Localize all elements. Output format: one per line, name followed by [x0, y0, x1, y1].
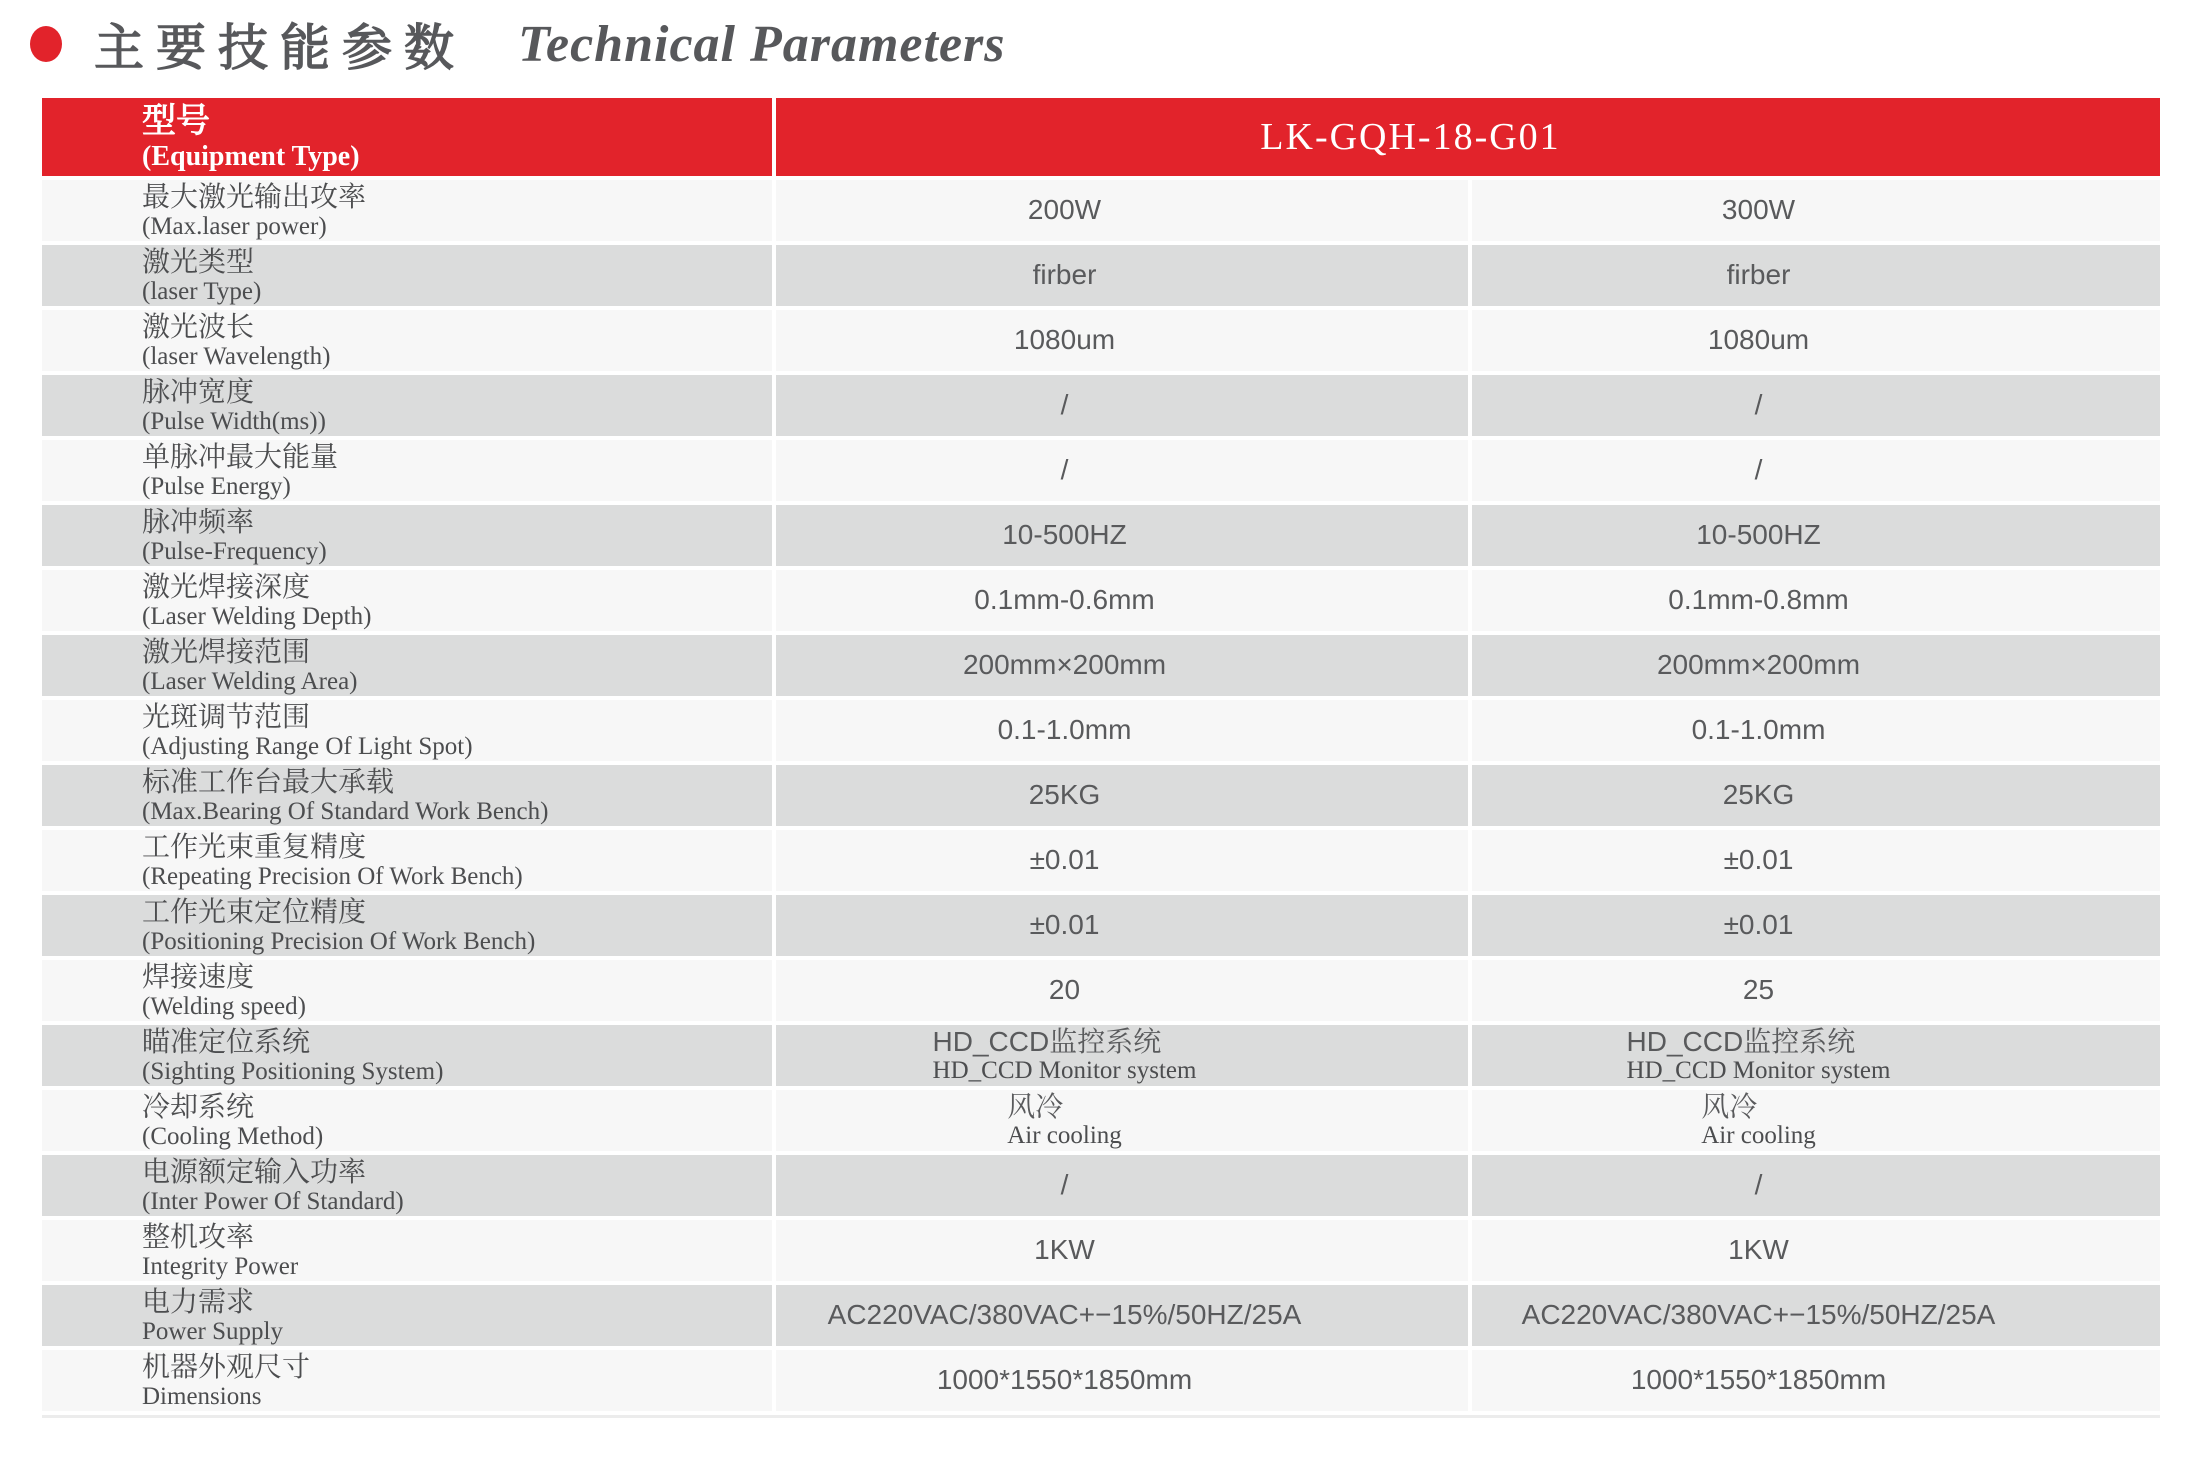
value-line1: 1000*1550*1850mm	[936, 1364, 1193, 1396]
table-row	[42, 635, 2160, 696]
value-cell-model-2	[1472, 570, 2160, 631]
value-line1: 25KG	[1722, 779, 1795, 811]
value-line1: 风冷	[1007, 1091, 1064, 1123]
parameter-label-zh: 光斑调节范围	[142, 701, 311, 733]
value-line1: 25	[1742, 974, 1775, 1006]
parameter-label-zh: 机器外观尺寸	[142, 1351, 311, 1383]
value-block	[1696, 519, 1821, 551]
parameter-label-cell	[42, 700, 772, 761]
value-block	[1724, 844, 1794, 876]
value-block	[1727, 259, 1791, 291]
value-cell-model-2	[1472, 960, 2160, 1021]
value-line2: Air cooling	[1701, 1122, 1816, 1150]
parameter-label-en: (laser Type)	[142, 278, 262, 306]
parameter-label-en: (Inter Power Of Standard)	[142, 1188, 404, 1216]
parameter-label-zh: 脉冲宽度	[142, 376, 255, 408]
value-block	[1029, 779, 1101, 811]
value-cell-model-1	[776, 245, 1468, 306]
parameter-label-cell	[42, 895, 772, 956]
value-line1: /	[1060, 389, 1069, 421]
value-cell-model-2	[1472, 245, 2160, 306]
value-line1: ±0.01	[1723, 844, 1794, 876]
value-block	[1722, 194, 1795, 226]
value-block	[1701, 1091, 1816, 1149]
value-line1: 1000*1550*1850mm	[1630, 1364, 1887, 1396]
parameter-label-en: (Positioning Precision Of Work Bench)	[142, 928, 536, 956]
value-block	[1723, 779, 1795, 811]
parameter-label-zh: 标准工作台最大承载	[142, 766, 395, 798]
parameter-label-zh: 激光波长	[142, 311, 255, 343]
red-bullet-icon	[30, 26, 62, 62]
table-row	[42, 1025, 2160, 1086]
parameter-label-en: Power Supply	[142, 1318, 283, 1346]
value-line1: 300W	[1721, 194, 1796, 226]
value-cell-model-1	[776, 895, 1468, 956]
table-row	[42, 1090, 2160, 1151]
value-block	[1002, 519, 1127, 551]
table-row	[42, 765, 2160, 826]
value-cell-model-2	[1472, 1155, 2160, 1216]
table-row	[42, 830, 2160, 891]
value-block	[1743, 974, 1774, 1006]
page-title	[30, 4, 1006, 84]
table-row	[42, 375, 2160, 436]
header-label-en: (Equipment Type)	[142, 141, 360, 173]
value-line1: 25KG	[1028, 779, 1101, 811]
value-cell-model-2	[1472, 375, 2160, 436]
value-line1: 200mm×200mm	[1656, 649, 1861, 681]
table-row	[42, 310, 2160, 371]
value-cell-model-1	[776, 440, 1468, 501]
value-block	[1034, 1234, 1095, 1266]
value-cell-model-2	[1472, 1285, 2160, 1346]
value-cell-model-1	[776, 570, 1468, 631]
parameter-label-cell	[42, 570, 772, 631]
table-bottom-edge	[42, 1415, 2160, 1418]
parameter-label-zh: 激光类型	[142, 246, 255, 278]
value-cell-model-1	[776, 310, 1468, 371]
parameters-table	[42, 98, 2160, 1415]
value-cell-model-2	[1472, 505, 2160, 566]
parameter-label-cell	[42, 1025, 772, 1086]
parameter-label-cell	[42, 830, 772, 891]
parameter-label-zh: 电源额定输入功率	[142, 1156, 367, 1188]
value-block	[1657, 649, 1860, 681]
value-cell-model-2	[1472, 1025, 2160, 1086]
parameter-label-cell	[42, 635, 772, 696]
value-block	[828, 1299, 1302, 1331]
value-block	[1061, 389, 1069, 421]
value-cell-model-1	[776, 180, 1468, 241]
value-cell-model-2	[1472, 1090, 2160, 1151]
value-cell-model-2	[1472, 1350, 2160, 1411]
value-line1: 10-500HZ	[1002, 519, 1127, 551]
parameter-label-zh: 激光焊接范围	[142, 636, 311, 668]
parameter-label-cell	[42, 1220, 772, 1281]
value-block	[974, 584, 1154, 616]
value-line1: firber	[1726, 259, 1791, 291]
value-line1: ±0.01	[1029, 844, 1100, 876]
parameter-label-en: (Cooling Method)	[142, 1123, 324, 1151]
value-line1: 0.1mm-0.6mm	[974, 584, 1155, 616]
parameter-label-en: (Welding speed)	[142, 993, 306, 1021]
value-block	[1708, 324, 1809, 356]
value-cell-model-1	[776, 505, 1468, 566]
value-cell-model-1	[776, 1285, 1468, 1346]
parameter-label-cell	[42, 1285, 772, 1346]
value-line1: 200mm×200mm	[962, 649, 1167, 681]
value-block	[1061, 1169, 1069, 1201]
value-line1: 1KW	[1728, 1234, 1789, 1266]
parameter-label-cell	[42, 180, 772, 241]
value-cell-model-2	[1472, 895, 2160, 956]
value-cell-model-2	[1472, 830, 2160, 891]
table-row	[42, 1285, 2160, 1346]
value-cell-model-1	[776, 700, 1468, 761]
value-block	[963, 649, 1166, 681]
value-line1: /	[1754, 454, 1763, 486]
value-block	[1627, 1026, 1891, 1084]
parameter-label-zh: 工作光束定位精度	[142, 896, 367, 928]
value-line1: 10-500HZ	[1696, 519, 1821, 551]
value-cell-model-1	[776, 1350, 1468, 1411]
value-line1: /	[1754, 1169, 1763, 1201]
value-block	[1061, 454, 1069, 486]
value-line1: 1080um	[1707, 324, 1810, 356]
value-line1: 20	[1048, 974, 1081, 1006]
value-cell-model-2	[1472, 765, 2160, 826]
value-block	[1014, 324, 1115, 356]
value-block	[1668, 584, 1848, 616]
value-block	[1755, 389, 1763, 421]
table-body	[42, 180, 2160, 1411]
parameter-label-en: (Repeating Precision Of Work Bench)	[142, 863, 523, 891]
parameter-label-zh: 瞄准定位系统	[142, 1026, 311, 1058]
parameter-label-en: (Max.Bearing Of Standard Work Bench)	[142, 798, 549, 826]
table-row	[42, 700, 2160, 761]
value-line2: Air cooling	[1007, 1122, 1122, 1150]
value-cell-model-2	[1472, 635, 2160, 696]
parameter-label-zh: 冷却系统	[142, 1091, 255, 1123]
parameter-label-en: (Pulse Width(ms))	[142, 408, 326, 436]
parameter-label-en: (Max.laser power)	[142, 213, 327, 241]
table-row	[42, 1155, 2160, 1216]
parameter-label-zh: 最大激光输出攻率	[142, 181, 367, 213]
table-row	[42, 570, 2160, 631]
value-block	[1007, 1091, 1122, 1149]
parameter-label-cell	[42, 1155, 772, 1216]
parameter-label-cell	[42, 960, 772, 1021]
value-line1: 0.1-1.0mm	[1691, 714, 1826, 746]
value-line1: 0.1-1.0mm	[997, 714, 1132, 746]
parameter-label-cell	[42, 1090, 772, 1151]
parameter-label-zh: 整机攻率	[142, 1221, 255, 1253]
parameter-label-zh: 焊接速度	[142, 961, 255, 993]
value-cell-model-1	[776, 1155, 1468, 1216]
value-line1: ±0.01	[1723, 909, 1794, 941]
table-header-row	[42, 98, 2160, 176]
value-line1: AC220VAC/380VAC+−15%/50HZ/25A	[827, 1299, 1302, 1331]
parameter-label-cell	[42, 375, 772, 436]
value-block	[1033, 259, 1097, 291]
page-title-zh: 主要技能参数	[94, 20, 466, 76]
parameter-label-zh: 工作光束重复精度	[142, 831, 367, 863]
parameter-label-en: Integrity Power	[142, 1253, 299, 1281]
value-line1: HD_CCD监控系统	[932, 1026, 1162, 1058]
parameter-label-en: (Adjusting Range Of Light Spot)	[142, 733, 473, 761]
value-block	[937, 1364, 1192, 1396]
parameter-label-cell	[42, 440, 772, 501]
value-cell-model-1	[776, 765, 1468, 826]
value-block	[1030, 909, 1100, 941]
parameter-label-cell	[42, 1350, 772, 1411]
parameter-label-cell	[42, 765, 772, 826]
table-row	[42, 180, 2160, 241]
header-label-zh: 型号	[142, 101, 210, 140]
value-cell-model-1	[776, 1090, 1468, 1151]
header-model-cell: LK-GQH-18-G01	[776, 98, 2160, 176]
value-block	[1030, 844, 1100, 876]
parameter-label-en: Dimensions	[142, 1383, 262, 1411]
header-equipment-type-cell	[42, 98, 772, 176]
value-block	[933, 1026, 1197, 1084]
parameter-label-en: (Pulse Energy)	[142, 473, 291, 501]
value-line1: /	[1754, 389, 1763, 421]
value-block	[998, 714, 1132, 746]
table-row	[42, 505, 2160, 566]
parameter-label-en: (Sighting Positioning System)	[142, 1058, 444, 1086]
parameter-label-en: (Pulse-Frequency)	[142, 538, 327, 566]
value-cell-model-2	[1472, 440, 2160, 501]
value-line1: 200W	[1027, 194, 1102, 226]
table-row	[42, 245, 2160, 306]
value-cell-model-2	[1472, 310, 2160, 371]
value-cell-model-2	[1472, 700, 2160, 761]
table-row	[42, 440, 2160, 501]
parameter-label-en: (Laser Welding Depth)	[142, 603, 372, 631]
value-line1: /	[1060, 1169, 1069, 1201]
value-block	[1049, 974, 1080, 1006]
value-block	[1692, 714, 1826, 746]
value-block	[1631, 1364, 1886, 1396]
value-line1: ±0.01	[1029, 909, 1100, 941]
parameter-label-zh: 单脉冲最大能量	[142, 441, 339, 473]
value-line1: 1KW	[1034, 1234, 1095, 1266]
value-line1: firber	[1032, 259, 1097, 291]
value-block	[1728, 1234, 1789, 1266]
value-line1: HD_CCD监控系统	[1626, 1026, 1856, 1058]
parameter-label-zh: 激光焊接深度	[142, 571, 311, 603]
value-line1: 风冷	[1701, 1091, 1758, 1123]
value-cell-model-1	[776, 375, 1468, 436]
value-line1: /	[1060, 454, 1069, 486]
parameter-label-en: (laser Wavelength)	[142, 343, 331, 371]
table-row	[42, 1220, 2160, 1281]
parameter-label-en: (Laser Welding Area)	[142, 668, 358, 696]
value-block	[1028, 194, 1101, 226]
value-line1: 1080um	[1013, 324, 1116, 356]
value-cell-model-1	[776, 635, 1468, 696]
value-cell-model-1	[776, 1025, 1468, 1086]
value-cell-model-1	[776, 960, 1468, 1021]
value-cell-model-2	[1472, 1220, 2160, 1281]
parameter-label-cell	[42, 505, 772, 566]
value-block	[1755, 454, 1763, 486]
value-line1: AC220VAC/380VAC+−15%/50HZ/25A	[1521, 1299, 1996, 1331]
parameter-label-cell	[42, 310, 772, 371]
page-title-en: Technical Parameters	[518, 15, 1006, 73]
value-line2: HD_CCD Monitor system	[932, 1057, 1197, 1085]
value-cell-model-2	[1472, 180, 2160, 241]
value-line2: HD_CCD Monitor system	[1626, 1057, 1891, 1085]
value-cell-model-1	[776, 830, 1468, 891]
value-block	[1755, 1169, 1763, 1201]
parameter-label-zh: 电力需求	[142, 1286, 255, 1318]
value-cell-model-1	[776, 1220, 1468, 1281]
value-line1: 0.1mm-0.8mm	[1668, 584, 1849, 616]
table-row	[42, 1350, 2160, 1411]
table-row	[42, 895, 2160, 956]
value-block	[1724, 909, 1794, 941]
parameter-label-zh: 脉冲频率	[142, 506, 255, 538]
value-block	[1522, 1299, 1996, 1331]
parameter-label-cell	[42, 245, 772, 306]
table-row	[42, 960, 2160, 1021]
